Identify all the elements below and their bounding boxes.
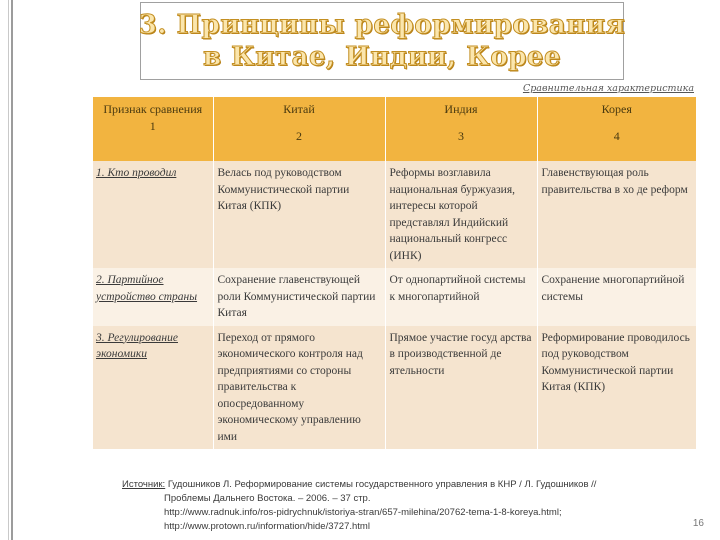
table-row xyxy=(93,161,696,268)
left-decor-rule xyxy=(8,0,9,540)
comparison-table xyxy=(93,97,696,449)
header-china xyxy=(213,97,385,161)
title-line-2: в Китае, Индии, Корее xyxy=(202,42,561,72)
cell-korea: Реформирование проводилось под руководством Коммунистической партии Китая (КПК) xyxy=(537,326,696,450)
header-feature xyxy=(93,97,213,161)
row-feature: 2. Партийное устройство страны xyxy=(93,268,213,326)
source-note xyxy=(122,478,692,534)
header-number: 4 xyxy=(613,128,620,143)
row-feature: 1. Кто проводил xyxy=(93,161,213,268)
source-line-1: Гудошников Л. Реформирование системы государственного управления в КНР / Л. Гудошников // xyxy=(167,479,597,490)
source-link-1[interactable]: http://www.radnuk.info/ros-pidrychnuk/istoriya-stran/657-milehina/20762-tema-1-8-koreya.html; xyxy=(164,507,562,518)
subtitle: Сравнительная характеристика xyxy=(522,83,694,94)
cell-korea: Сохранение многопартийной системы xyxy=(537,268,696,326)
header-korea xyxy=(537,97,696,161)
source-line-2: Проблемы Дальнего Востока. – 2006. – 37 стр. xyxy=(164,493,371,504)
header-number: 3 xyxy=(458,128,464,143)
header-label: Корея xyxy=(601,102,632,116)
cell-china: Сохранение главенствующей роли Коммунистической партии Китая xyxy=(213,268,385,326)
cell-china: Переход от прямого экономического контроля над предприятиями со стороны правительства к опосредованному экономическому управлению ими xyxy=(213,326,385,450)
header-label: Индия xyxy=(444,102,478,116)
cell-china: Велась под руководством Коммунистической партии Китая (КПК) xyxy=(213,161,385,268)
header-number: 2 xyxy=(296,128,302,143)
header-label: Признак сравнения xyxy=(103,102,203,116)
row-feature: 3. Регулирование экономики xyxy=(93,326,213,450)
source-label: Источник: xyxy=(122,479,166,490)
table-row xyxy=(93,326,696,450)
header-india xyxy=(385,97,537,161)
source-link-2[interactable]: http://www.protown.ru/information/hide/3727.html xyxy=(164,521,370,532)
cell-india: Реформы возглавила национальная буржуазия, интересы которой представлял Индийский национальный конгресс (ИНК) xyxy=(385,161,537,268)
header-number: 1 xyxy=(149,118,156,133)
cell-india: От однопартийной системы к многопартийной xyxy=(385,268,537,326)
cell-india: Прямое участие госуд арства в производственной де ятельности xyxy=(385,326,537,450)
table-row xyxy=(93,268,696,326)
header-label: Китай xyxy=(283,102,315,116)
title-line-1: 3. Принципы реформирования xyxy=(138,10,626,40)
left-decor-rule-dark xyxy=(11,0,13,540)
title-box xyxy=(140,2,624,80)
page-number: 16 xyxy=(692,518,704,529)
table-header-row xyxy=(93,97,696,161)
cell-korea: Главенствующая роль правительства в хо де реформ xyxy=(537,161,696,268)
